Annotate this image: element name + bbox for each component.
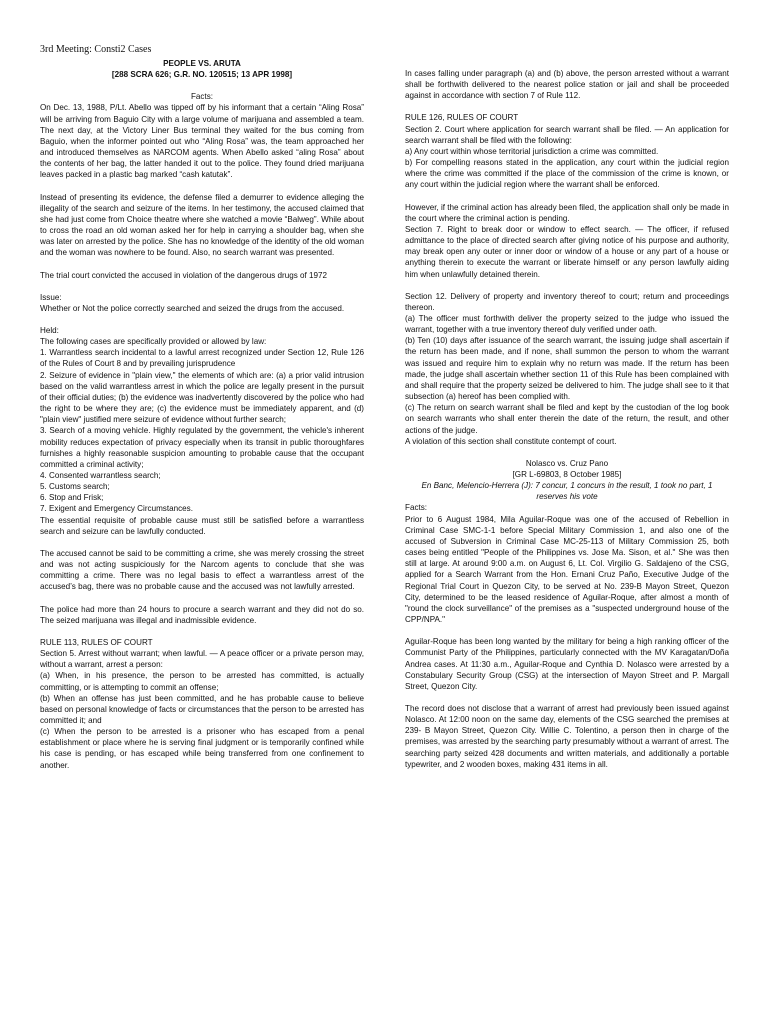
rule113-heading: RULE 113, RULES OF COURT [40,637,153,647]
case1-issue-heading: Issue: [40,292,62,302]
rule126-section7: Section 7. Right to break door or window to effect search. — The officer, if refused admittance to the place of directed search after giving notice of his purpose and authority, may break open any outer or inner door or window of a house or any part of a house or anything therein to execute the warrant or liberate himself or any person lawfully aiding him when unlawfully detained therein. [405,224,729,279]
held-list-item: 4. Consented warrantless search; [40,471,161,480]
case1-facts-paragraph: On Dec. 13, 1988, P/Lt. Abello was tipped off by his informant that a certain “Aling Rosa” will be arriving from Baguio City with a large volume of marijuana and assembled a team. The next day, at the Victory Liner Bus terminal they waited for the bus coming from Baguio, when the informer pointed out who “Aling Rosa” was, the team approached her and introduced themselves as NARCOM agents. When Abello asked “aling Rosa” about the contents of her bag, the latter handed it out to the police. They found dried marijuana leaves packed in a plastic bag marked “cash katutak”. [40,103,364,180]
rule126-violation: A violation of this section shall constitute contempt of court. [405,436,617,446]
case2-facts-paragraph: Aguilar-Roque has been long wanted by the military for being a high ranking officer of the Communist Party of the Philippines, particularly connected with the MV Karagatan/Doña Andrea cases. At 11:30 a.m., Aguilar-Roque and Cynthia D. Nolasco were arrested by a Constabulary Security Group (CSG) at the intersection of Mayon Street and P. Margall Street, Quezon City. [405,637,729,691]
case1-held-paragraph: The police had more than 24 hours to procure a search warrant and they did not do so. The seized marijuana was illegal and inadmissible evidence. [40,604,364,625]
case1-held-heading: Held: [40,325,59,335]
meeting-label: 3rd Meeting: Consti2 Cases [40,44,152,55]
rule113-tail: In cases falling under paragraph (a) and (b) above, the person arrested without a warrant shall be forthwith delivered to the nearest police station or jail and shall be proceeded against in accordance with section 7 of Rule 112. [405,69,729,101]
rule113-section5: Section 5. Arrest without warrant; when lawful. — A peace officer or a private person may, without a warrant, arrest a person: [40,649,364,670]
held-list-item: 2. Seizure of evidence in "plain view," the elements of which are: (a) a prior valid intrusion based on the valid warrantless arrest in which the police are legally present in the pursuit of their official duties; (b) the evidence was inadvertently discovered by the police who had the right to be where they are; (c) the evidence must be immediately apparent, and (d) "plain view" justified mere seizure of evidence without further search; [40,370,364,425]
right-column [405,68,729,781]
case2-facts-paragraph: The record does not disclose that a warrant of arrest had previously been issued against Nolasco. At 12:00 noon on the same day, elements of the CSG searched the premises at 239- B Mayon Street, Quezon City. Willie C. Tolentino, a person then in charge of the premises, was arrested by the searching party presumably without a warrant of arrest. The searching party seized 428 documents and written materials, and additionally a portable typewriter, and 2 wooden boxes, making 431 items in all. [405,703,729,769]
case2-facts-paragraph: Prior to 6 August 1984, Mila Aguilar-Roque was one of the accused of Rebellion in Criminal Case SMC-1-1 before Special Military Commission 1, and also one of the accused of Subversion in Criminal Case MC-25-113 of Military Commission 25, both cases being entitled "People of the Philippines vs. Jose Ma. Sison, et al." She was then still at large. At around 9:00 a.m. on August 6, Lt. Col. Virgilio G. Saldajeno of the CSG, applied for a Search Warrant from the Hon. Ernani Cruz Paño, Executive Judge of the Regional Trial Court in Quezon City, to be served at No. 239-B Mayon Street, Quezon City, determined to be the leased residence of Aguilar-Roque, after almost a month of "round the clock surveillance" of the premises as a "suspected underground house of the CPP/NPA." [405,514,729,625]
held-list-item: 1. Warrantless search incidental to a lawful arrest recognized under Section 12, Rule 126 of the Rules of Court 8 and by prevailing jurisprudence [40,348,364,369]
case2-vote: En Banc, Melencio-Herrera (J): 7 concur, 1 concurs in the result, 1 took no part, 1 reserves his vote [421,481,713,502]
case1-issue-text: Whether or Not the police correctly searched and seized the drugs from the accused. [40,303,345,313]
rule126-section2: Section 2. Court where application for search warrant shall be filed. — An application for search warrant shall be filed with the following: [405,124,729,145]
rule126-however: However, if the criminal action has already been filed, the application shall only be made in the court where the criminal action is pending. [405,202,729,223]
case1-title: PEOPLE VS. ARUTA [163,59,241,68]
held-list-item: 3. Search of a moving vehicle. Highly regulated by the government, the vehicle's inherent mobility reduces expectation of privacy especially when its transit in public thoroughfares furnishes a highly reasonable suspicion amounting to probable cause that the occupant committed a criminal activity; [40,426,364,469]
rule126-heading: RULE 126, RULES OF COURT [405,113,519,123]
case2-citation: [GR L-69803, 8 October 1985] [512,470,622,479]
case2-title: Nolasco vs. Cruz Pano [525,458,609,468]
rule113-item: (a) When, in his presence, the person to be arrested has committed, is actually committing, or is attempting to commit an offense; [40,671,364,692]
rule126-s12-item: (b) Ten (10) days after issuance of the search warrant, the issuing judge shall ascertain if the return has been made, and if none, shall summon the person to whom the warrant was issued and require him to explain why no return was made. If the return has been made, the judge shall ascertain whether section 11 of this Rule has been complained with and shall require that the property seized be delivered to him. The judge shall see to it that subsection (a) hereof has been complied with. [405,336,729,402]
rule126-s12-item: (c) The return on search warrant shall be filed and kept by the custodian of the log book on search warrants who shall enter therein the date of the return, the result, and other actions of the judge. [405,403,729,435]
case2-facts-heading: Facts: [405,503,428,513]
held-list-item: 5. Customs search; [40,482,110,492]
case1-facts-paragraph: Instead of presenting its evidence, the defense filed a demurrer to evidence alleging the illegality of the search and seizure of the items. In her testimony, the accused claimed that she had just come from Choice theatre where she watched a movie “Balweg”. While about to cross the road an old woman asked her for help in carrying a shoulder bag, when she was later on arrested by the police. She has no knowledge of the identity of the old woman and the woman was nowhere to be found. Also, no search warrant was presented. [40,192,364,258]
case1-facts-heading: Facts: [190,92,214,102]
left-column [40,58,364,771]
case1-held-after: The essential requisite of probable cause must still be satisfied before a warrantless search and seizure can be lawfully conducted. [40,515,364,536]
rule126-section12: Section 12. Delivery of property and inventory thereof to court; return and proceedings thereon. [405,291,729,312]
case1-facts-paragraph: The trial court convicted the accused in violation of the dangerous drugs of 1972 [40,270,328,280]
case1-held-intro: The following cases are specifically provided or allowed by law: [40,337,267,347]
rule113-item: (c) When the person to be arrested is a prisoner who has escaped from a penal establishment or place where he is serving final judgment or is temporarily confined while his case is pending, or has escaped while being transferred from one confinement to another. [40,727,364,770]
rule113-item: (b) When an offense has just been committed, and he has probable cause to believe based on personal knowledge of facts or circumstances that the person to be arrested has committed it; and [40,693,364,725]
rule126-s12-item: (a) The officer must forthwith deliver the property seized to the judge who issued the warrant, together with a true inventory thereof duly verified under oath. [405,313,729,335]
rule126-item: b) For compelling reasons stated in the application, any court within the judicial region where the crime was committed if the place of the commission of the crime is known, or any court within the judicial region where the warrant shall be enforced. [405,158,729,190]
case1-held-paragraph: The accused cannot be said to be committing a crime, she was merely crossing the street and was not acting suspiciously for the Narcom agents to conclude that she was committing a crime. There was no legal basis to effect a warrantless arrest of the accused’s bag, there was no probable cause and the accused was not lawfully arrested. [40,548,364,592]
held-list-item: 7. Exigent and Emergency Circumstances. [40,504,193,514]
held-list-item: 6. Stop and Frisk; [40,493,104,503]
rule126-item: a) Any court within whose territorial jurisdiction a crime was committed. [405,146,659,156]
case1-citation: [288 SCRA 626; G.R. NO. 120515; 13 APR 1998] [111,70,293,80]
